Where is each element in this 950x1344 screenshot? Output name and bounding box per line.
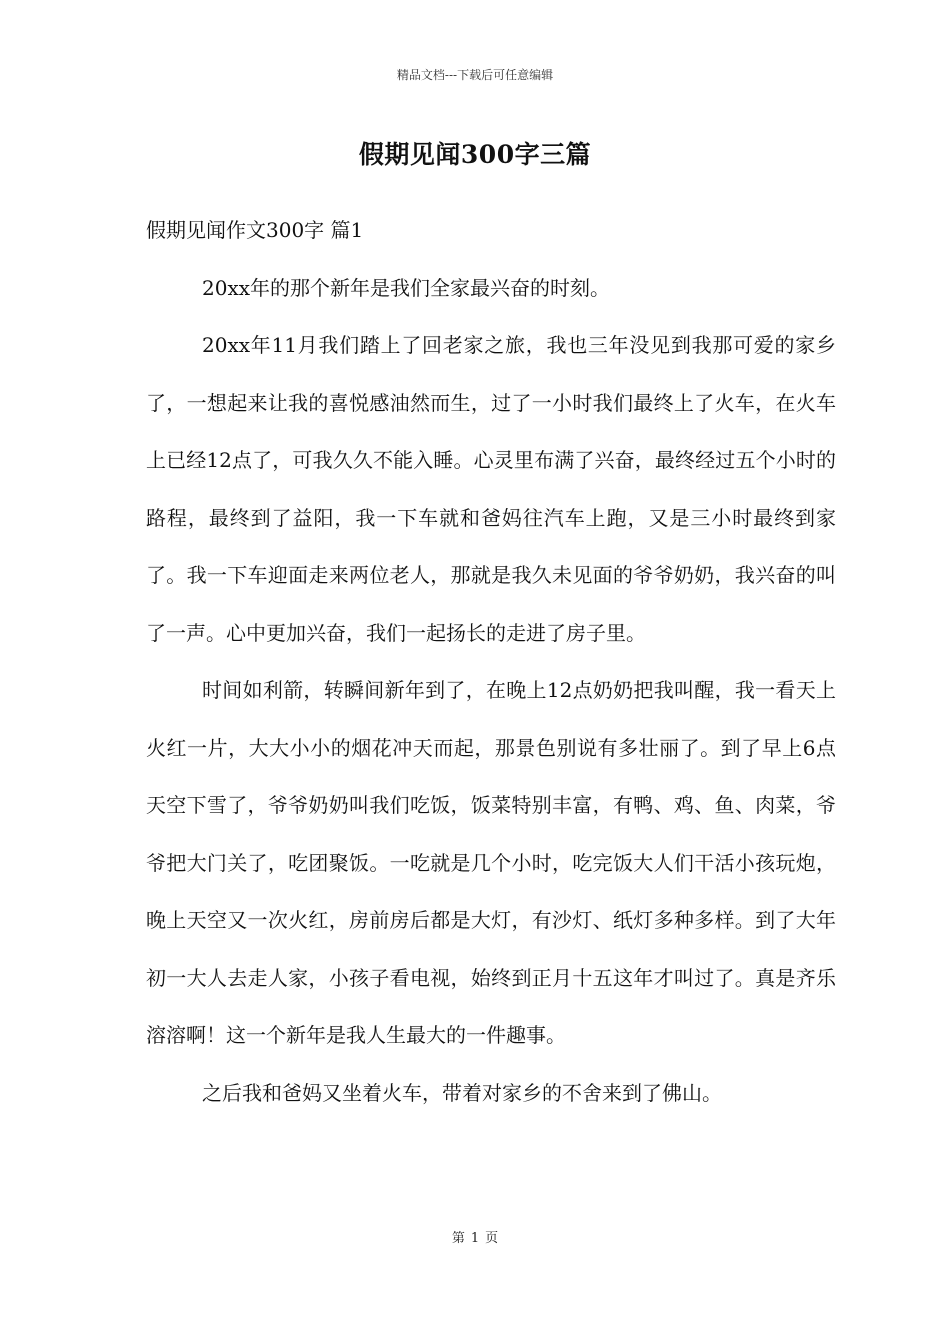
page-number-footer [0,1227,950,1246]
section-heading: 假期见闻作文300字 篇1 [146,218,364,242]
document-body [146,202,836,1122]
document-title: 假期见闻300字三篇 [358,140,592,169]
paragraph-1: 20xx年的那个新年是我们全家最兴奋的时刻。 [202,275,611,300]
page-number-suffix: 页 [485,1231,499,1246]
paragraph-2: 20xx年11月我们踏上了回老家之旅，我也三年没见到我那可爱的家乡了，一想起来让我的喜悦感油然而生，过了一小时我们最终上了火车，在火车上已经12点了，可我久久不能入睡。心灵里布满了兴奋，最终经过五个小时的路程，最终到了益阳，我一下车就和爸妈往汽车上跑，又是三小时最终到家了。我一下车迎面走来两位老人，那就是我久未见面的爷爷奶奶，我兴奋的叫了一声。心中更加兴奋，我们一起扬长的走进了房子里。 [146,333,836,645]
paragraph-4: 之后我和爸妈又坐着火车，带着对家乡的不舍来到了佛山。 [202,1080,722,1105]
page-number: 1 [470,1231,480,1246]
page-number-prefix: 第 [451,1231,465,1246]
header-note: 精品文档---下载后可任意编辑 [396,68,554,82]
paragraph-3: 时间如利箭，转瞬间新年到了，在晚上12点奶奶把我叫醒，我一看天上火红一片，大大小小的烟花冲天而起，那景色别说有多壮丽了。到了早上6点天空下雪了，爷爷奶奶叫我们吃饭，饭菜特别丰富，有鸭、鸡、鱼、肉菜，爷爷把大门关了，吃团聚饭。一吃就是几个小时，吃完饭大人们干活小孩玩炮，晚上天空又一次火红，房前房后都是大灯，有沙灯、纸灯多种多样。到了大年初一大人去走人家，小孩子看电视，始终到正月十五这年才叫过了。真是齐乐溶溶啊！这一个新年是我人生最大的一件趣事。 [146,678,836,1047]
